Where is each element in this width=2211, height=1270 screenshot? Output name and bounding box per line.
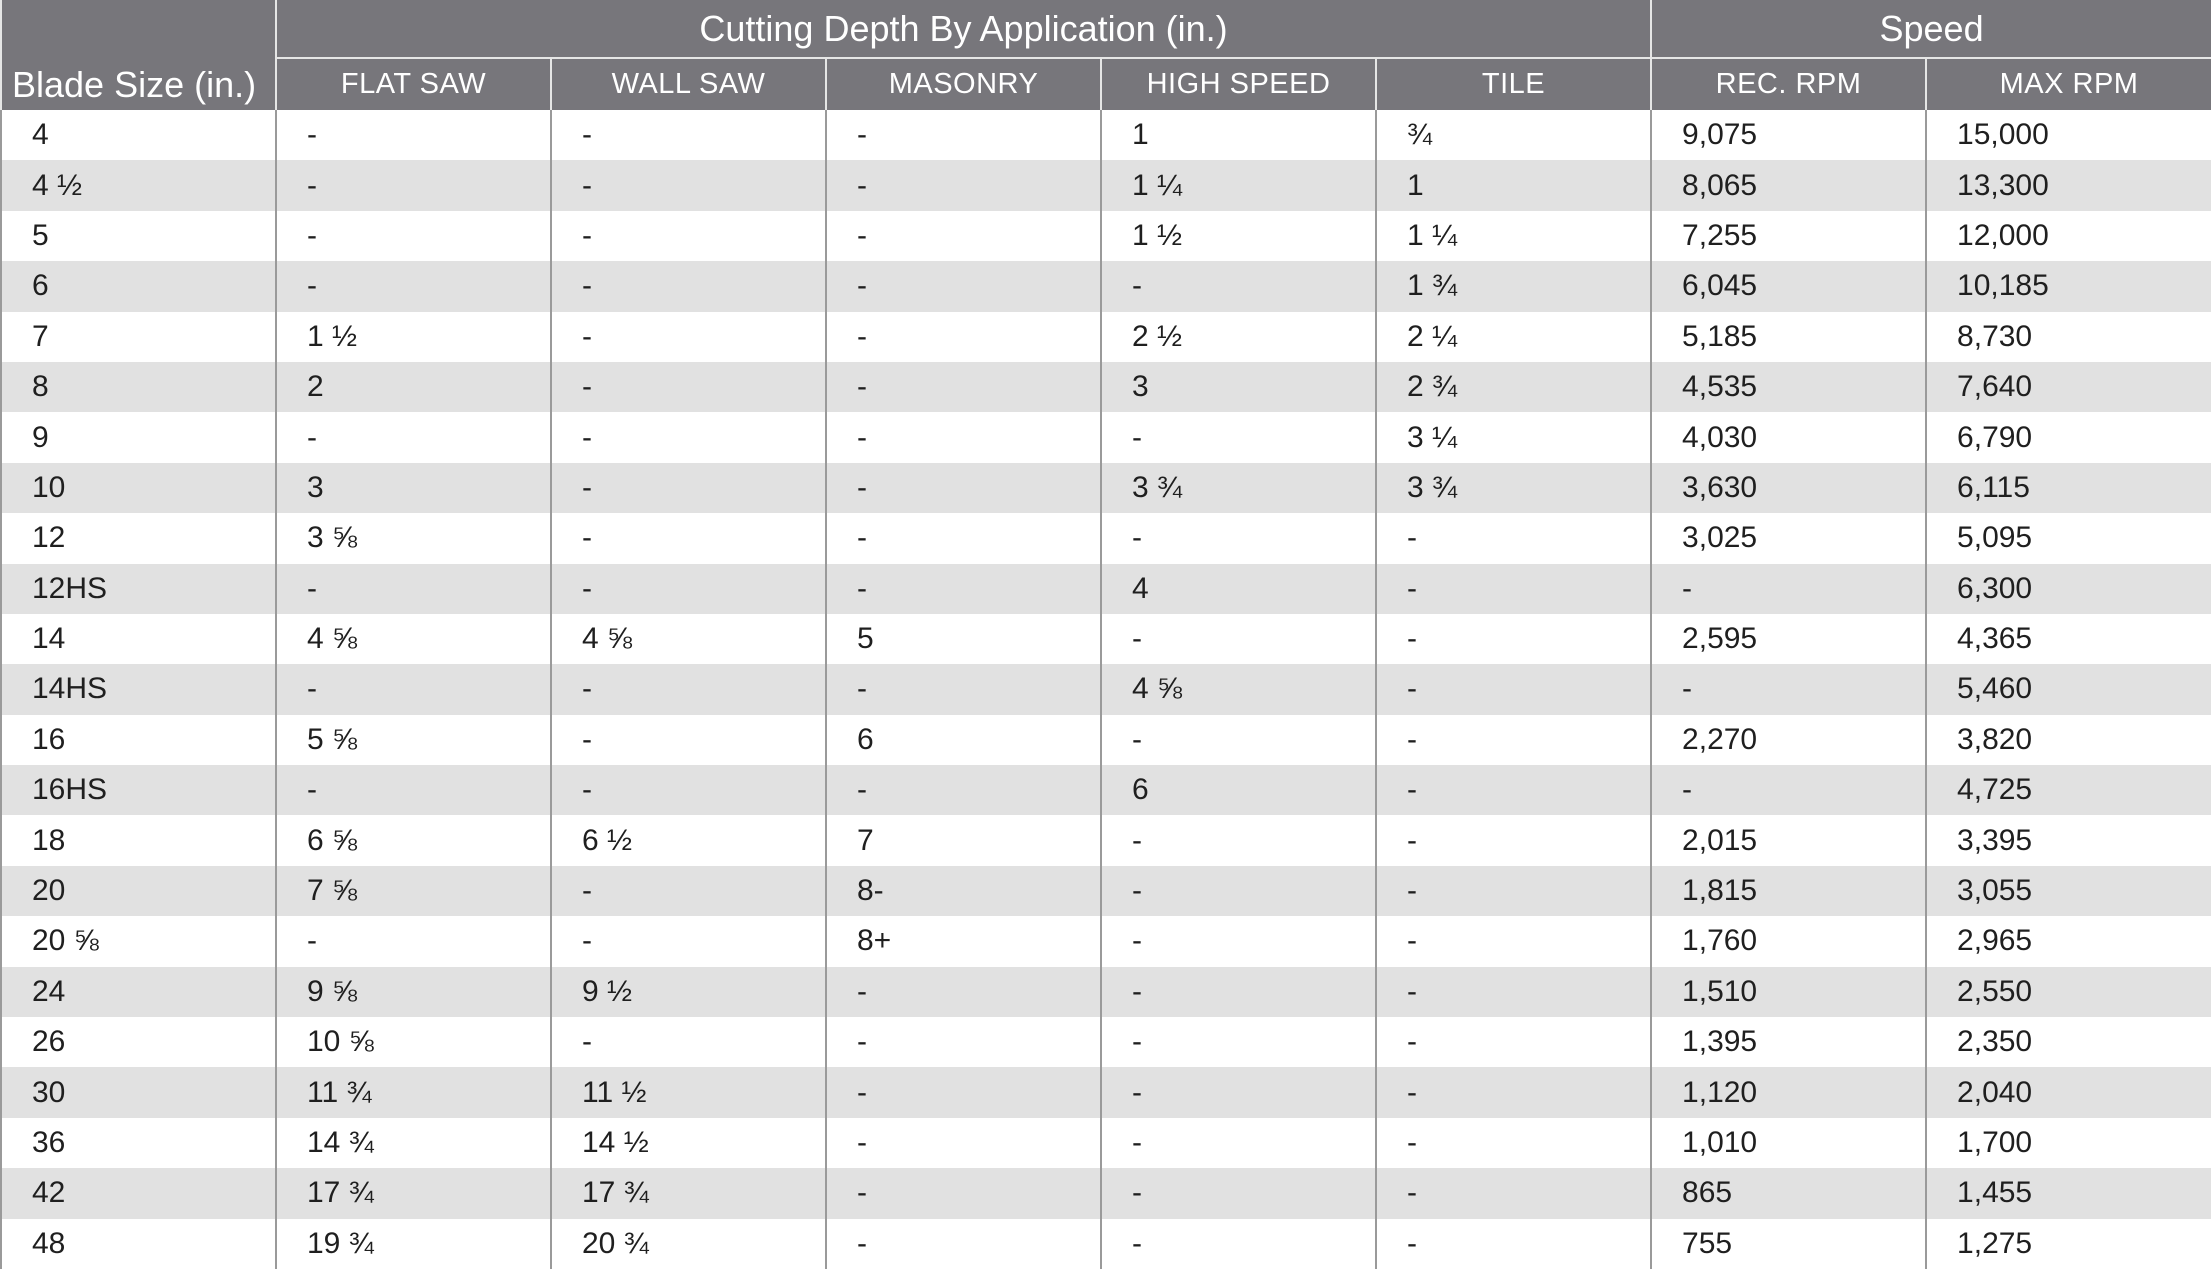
max-rpm-cell: 6,300: [1926, 564, 2211, 614]
blade-size-cell: 18: [1, 815, 276, 865]
max-rpm-cell: 2,350: [1926, 1017, 2211, 1067]
blade-size-header: Blade Size (in.): [1, 0, 276, 110]
tile-cell: 2 ¼: [1376, 312, 1651, 362]
blade-size-cell: 36: [1, 1118, 276, 1168]
masonry-cell: 8-: [826, 866, 1101, 916]
wall-saw-cell: -: [551, 1017, 826, 1067]
tile-cell: -: [1376, 1219, 1651, 1269]
masonry-cell: -: [826, 765, 1101, 815]
tile-cell: 3 ¼: [1376, 412, 1651, 462]
rec-rpm-cell: 7,255: [1651, 211, 1926, 261]
high-speed-cell: -: [1101, 1219, 1376, 1269]
tile-cell: -: [1376, 564, 1651, 614]
tile-cell: ¾: [1376, 110, 1651, 160]
table-row: [1, 967, 2211, 1017]
flat-saw-cell: -: [276, 160, 551, 210]
flat-saw-cell: 4 ⅝: [276, 614, 551, 664]
blade-size-cell: 12: [1, 513, 276, 563]
masonry-cell: -: [826, 412, 1101, 462]
high-speed-cell: -: [1101, 866, 1376, 916]
high-speed-cell: -: [1101, 916, 1376, 966]
masonry-cell: -: [826, 1118, 1101, 1168]
rec-rpm-cell: 9,075: [1651, 110, 1926, 160]
rec-rpm-cell: 5,185: [1651, 312, 1926, 362]
col-header-wall-saw: WALL SAW: [551, 58, 826, 110]
tile-cell: -: [1376, 1017, 1651, 1067]
max-rpm-cell: 13,300: [1926, 160, 2211, 210]
tile-cell: -: [1376, 866, 1651, 916]
max-rpm-cell: 7,640: [1926, 362, 2211, 412]
max-rpm-cell: 5,460: [1926, 664, 2211, 714]
tile-cell: 3 ¾: [1376, 463, 1651, 513]
blade-size-cell: 24: [1, 967, 276, 1017]
masonry-cell: -: [826, 312, 1101, 362]
high-speed-cell: 2 ½: [1101, 312, 1376, 362]
tile-cell: -: [1376, 715, 1651, 765]
rec-rpm-cell: 6,045: [1651, 261, 1926, 311]
tile-cell: -: [1376, 815, 1651, 865]
max-rpm-cell: 3,395: [1926, 815, 2211, 865]
table-row: [1, 1017, 2211, 1067]
wall-saw-cell: 4 ⅝: [551, 614, 826, 664]
rec-rpm-cell: 1,010: [1651, 1118, 1926, 1168]
masonry-cell: 7: [826, 815, 1101, 865]
table-row: [1, 1067, 2211, 1117]
col-header-high-speed: HIGH SPEED: [1101, 58, 1376, 110]
wall-saw-cell: 20 ¾: [551, 1219, 826, 1269]
flat-saw-cell: -: [276, 664, 551, 714]
table-row: [1, 463, 2211, 513]
table-row: [1, 110, 2211, 160]
high-speed-cell: -: [1101, 412, 1376, 462]
masonry-cell: -: [826, 1067, 1101, 1117]
flat-saw-cell: 1 ½: [276, 312, 551, 362]
flat-saw-cell: 9 ⅝: [276, 967, 551, 1017]
high-speed-cell: 3: [1101, 362, 1376, 412]
high-speed-cell: -: [1101, 1168, 1376, 1218]
blade-size-cell: 14HS: [1, 664, 276, 714]
rec-rpm-cell: -: [1651, 765, 1926, 815]
rec-rpm-cell: -: [1651, 564, 1926, 614]
max-rpm-cell: 1,700: [1926, 1118, 2211, 1168]
high-speed-cell: 4: [1101, 564, 1376, 614]
blade-size-cell: 30: [1, 1067, 276, 1117]
table-row: [1, 614, 2211, 664]
blade-size-cell: 26: [1, 1017, 276, 1067]
max-rpm-cell: 2,965: [1926, 916, 2211, 966]
flat-saw-cell: -: [276, 261, 551, 311]
blade-size-cell: 7: [1, 312, 276, 362]
table-row: [1, 412, 2211, 462]
wall-saw-cell: -: [551, 866, 826, 916]
blade-size-cell: 4 ½: [1, 160, 276, 210]
tile-cell: 1: [1376, 160, 1651, 210]
wall-saw-cell: -: [551, 564, 826, 614]
wall-saw-cell: -: [551, 463, 826, 513]
masonry-cell: -: [826, 1219, 1101, 1269]
tile-cell: 1 ¼: [1376, 211, 1651, 261]
high-speed-cell: -: [1101, 513, 1376, 563]
rec-rpm-cell: 2,595: [1651, 614, 1926, 664]
high-speed-cell: 1: [1101, 110, 1376, 160]
table-row: [1, 312, 2211, 362]
tile-cell: -: [1376, 664, 1651, 714]
flat-saw-cell: 6 ⅝: [276, 815, 551, 865]
high-speed-cell: 3 ¾: [1101, 463, 1376, 513]
max-rpm-cell: 1,455: [1926, 1168, 2211, 1218]
blade-size-cell: 5: [1, 211, 276, 261]
tile-cell: -: [1376, 614, 1651, 664]
wall-saw-cell: -: [551, 312, 826, 362]
masonry-cell: -: [826, 513, 1101, 563]
flat-saw-cell: 19 ¾: [276, 1219, 551, 1269]
rec-rpm-cell: 865: [1651, 1168, 1926, 1218]
rec-rpm-cell: 1,395: [1651, 1017, 1926, 1067]
wall-saw-cell: -: [551, 110, 826, 160]
col-header-tile: TILE: [1376, 58, 1651, 110]
speed-group-header: Speed: [1651, 0, 2211, 58]
blade-size-cell: 4: [1, 110, 276, 160]
high-speed-cell: -: [1101, 1118, 1376, 1168]
header-column-row: [1, 58, 2211, 110]
masonry-cell: -: [826, 1168, 1101, 1218]
masonry-cell: -: [826, 564, 1101, 614]
high-speed-cell: -: [1101, 815, 1376, 865]
blade-size-cell: 20 ⅝: [1, 916, 276, 966]
cutting-depth-group-header: Cutting Depth By Application (in.): [276, 0, 1651, 58]
table-row: [1, 1168, 2211, 1218]
wall-saw-cell: -: [551, 261, 826, 311]
high-speed-cell: -: [1101, 967, 1376, 1017]
table-row: [1, 211, 2211, 261]
wall-saw-cell: 11 ½: [551, 1067, 826, 1117]
rec-rpm-cell: 3,025: [1651, 513, 1926, 563]
flat-saw-cell: 3: [276, 463, 551, 513]
flat-saw-cell: 2: [276, 362, 551, 412]
blade-size-cell: 20: [1, 866, 276, 916]
wall-saw-cell: -: [551, 160, 826, 210]
masonry-cell: -: [826, 261, 1101, 311]
rec-rpm-cell: 2,270: [1651, 715, 1926, 765]
rec-rpm-cell: 2,015: [1651, 815, 1926, 865]
max-rpm-cell: 4,725: [1926, 765, 2211, 815]
table-row: [1, 1219, 2211, 1269]
rec-rpm-cell: 1,815: [1651, 866, 1926, 916]
max-rpm-cell: 2,550: [1926, 967, 2211, 1017]
header-group-row: [1, 0, 2211, 58]
table-row: [1, 362, 2211, 412]
blade-size-cell: 9: [1, 412, 276, 462]
masonry-cell: -: [826, 1017, 1101, 1067]
table-row: [1, 261, 2211, 311]
rec-rpm-cell: 1,510: [1651, 967, 1926, 1017]
rec-rpm-cell: 3,630: [1651, 463, 1926, 513]
flat-saw-cell: 14 ¾: [276, 1118, 551, 1168]
table-header: [1, 0, 2211, 110]
table-row: [1, 715, 2211, 765]
max-rpm-cell: 15,000: [1926, 110, 2211, 160]
rec-rpm-cell: -: [1651, 664, 1926, 714]
table-row: [1, 765, 2211, 815]
flat-saw-cell: 11 ¾: [276, 1067, 551, 1117]
wall-saw-cell: 14 ½: [551, 1118, 826, 1168]
blade-size-cell: 16: [1, 715, 276, 765]
table-row: [1, 815, 2211, 865]
blade-size-cell: 42: [1, 1168, 276, 1218]
wall-saw-cell: -: [551, 664, 826, 714]
max-rpm-cell: 2,040: [1926, 1067, 2211, 1117]
masonry-cell: -: [826, 463, 1101, 513]
wall-saw-cell: -: [551, 412, 826, 462]
tile-cell: -: [1376, 916, 1651, 966]
table-row: [1, 513, 2211, 563]
max-rpm-cell: 10,185: [1926, 261, 2211, 311]
wall-saw-cell: -: [551, 715, 826, 765]
wall-saw-cell: 6 ½: [551, 815, 826, 865]
max-rpm-cell: 4,365: [1926, 614, 2211, 664]
high-speed-cell: -: [1101, 614, 1376, 664]
max-rpm-cell: 8,730: [1926, 312, 2211, 362]
wall-saw-cell: -: [551, 765, 826, 815]
masonry-cell: 8+: [826, 916, 1101, 966]
high-speed-cell: 1 ½: [1101, 211, 1376, 261]
table-row: [1, 1118, 2211, 1168]
table-row: [1, 160, 2211, 210]
col-header-rec-rpm: REC. RPM: [1651, 58, 1926, 110]
tile-cell: -: [1376, 765, 1651, 815]
tile-cell: -: [1376, 1067, 1651, 1117]
high-speed-cell: 1 ¼: [1101, 160, 1376, 210]
high-speed-cell: -: [1101, 1067, 1376, 1117]
tile-cell: -: [1376, 513, 1651, 563]
blade-size-cell: 10: [1, 463, 276, 513]
masonry-cell: -: [826, 211, 1101, 261]
rec-rpm-cell: 755: [1651, 1219, 1926, 1269]
flat-saw-cell: 17 ¾: [276, 1168, 551, 1218]
table-row: [1, 664, 2211, 714]
table-row: [1, 916, 2211, 966]
wall-saw-cell: -: [551, 513, 826, 563]
wall-saw-cell: 9 ½: [551, 967, 826, 1017]
high-speed-cell: -: [1101, 261, 1376, 311]
high-speed-cell: -: [1101, 715, 1376, 765]
flat-saw-cell: -: [276, 110, 551, 160]
col-header-max-rpm: MAX RPM: [1926, 58, 2211, 110]
masonry-cell: 5: [826, 614, 1101, 664]
rec-rpm-cell: 8,065: [1651, 160, 1926, 210]
max-rpm-cell: 5,095: [1926, 513, 2211, 563]
table-row: [1, 866, 2211, 916]
col-header-flat-saw: FLAT SAW: [276, 58, 551, 110]
tile-cell: -: [1376, 1118, 1651, 1168]
blade-size-cell: 6: [1, 261, 276, 311]
col-header-masonry: MASONRY: [826, 58, 1101, 110]
table-row: [1, 564, 2211, 614]
rec-rpm-cell: 4,030: [1651, 412, 1926, 462]
masonry-cell: -: [826, 362, 1101, 412]
rec-rpm-cell: 4,535: [1651, 362, 1926, 412]
rec-rpm-cell: 1,760: [1651, 916, 1926, 966]
masonry-cell: -: [826, 664, 1101, 714]
table-body: [1, 110, 2211, 1269]
max-rpm-cell: 6,115: [1926, 463, 2211, 513]
max-rpm-cell: 12,000: [1926, 211, 2211, 261]
high-speed-cell: -: [1101, 1017, 1376, 1067]
flat-saw-cell: -: [276, 916, 551, 966]
blade-size-cell: 48: [1, 1219, 276, 1269]
flat-saw-cell: 5 ⅝: [276, 715, 551, 765]
wall-saw-cell: 17 ¾: [551, 1168, 826, 1218]
blade-size-cell: 12HS: [1, 564, 276, 614]
wall-saw-cell: -: [551, 211, 826, 261]
blade-size-cell: 14: [1, 614, 276, 664]
high-speed-cell: 4 ⅝: [1101, 664, 1376, 714]
max-rpm-cell: 3,820: [1926, 715, 2211, 765]
masonry-cell: 6: [826, 715, 1101, 765]
masonry-cell: -: [826, 110, 1101, 160]
blade-size-cell: 8: [1, 362, 276, 412]
max-rpm-cell: 1,275: [1926, 1219, 2211, 1269]
blade-size-cell: 16HS: [1, 765, 276, 815]
wall-saw-cell: -: [551, 362, 826, 412]
masonry-cell: -: [826, 160, 1101, 210]
max-rpm-cell: 6,790: [1926, 412, 2211, 462]
rec-rpm-cell: 1,120: [1651, 1067, 1926, 1117]
flat-saw-cell: -: [276, 211, 551, 261]
flat-saw-cell: -: [276, 412, 551, 462]
wall-saw-cell: -: [551, 916, 826, 966]
high-speed-cell: 6: [1101, 765, 1376, 815]
masonry-cell: -: [826, 967, 1101, 1017]
tile-cell: -: [1376, 1168, 1651, 1218]
tile-cell: 2 ¾: [1376, 362, 1651, 412]
flat-saw-cell: -: [276, 564, 551, 614]
tile-cell: -: [1376, 967, 1651, 1017]
flat-saw-cell: 3 ⅝: [276, 513, 551, 563]
flat-saw-cell: -: [276, 765, 551, 815]
flat-saw-cell: 7 ⅝: [276, 866, 551, 916]
flat-saw-cell: 10 ⅝: [276, 1017, 551, 1067]
tile-cell: 1 ¾: [1376, 261, 1651, 311]
max-rpm-cell: 3,055: [1926, 866, 2211, 916]
